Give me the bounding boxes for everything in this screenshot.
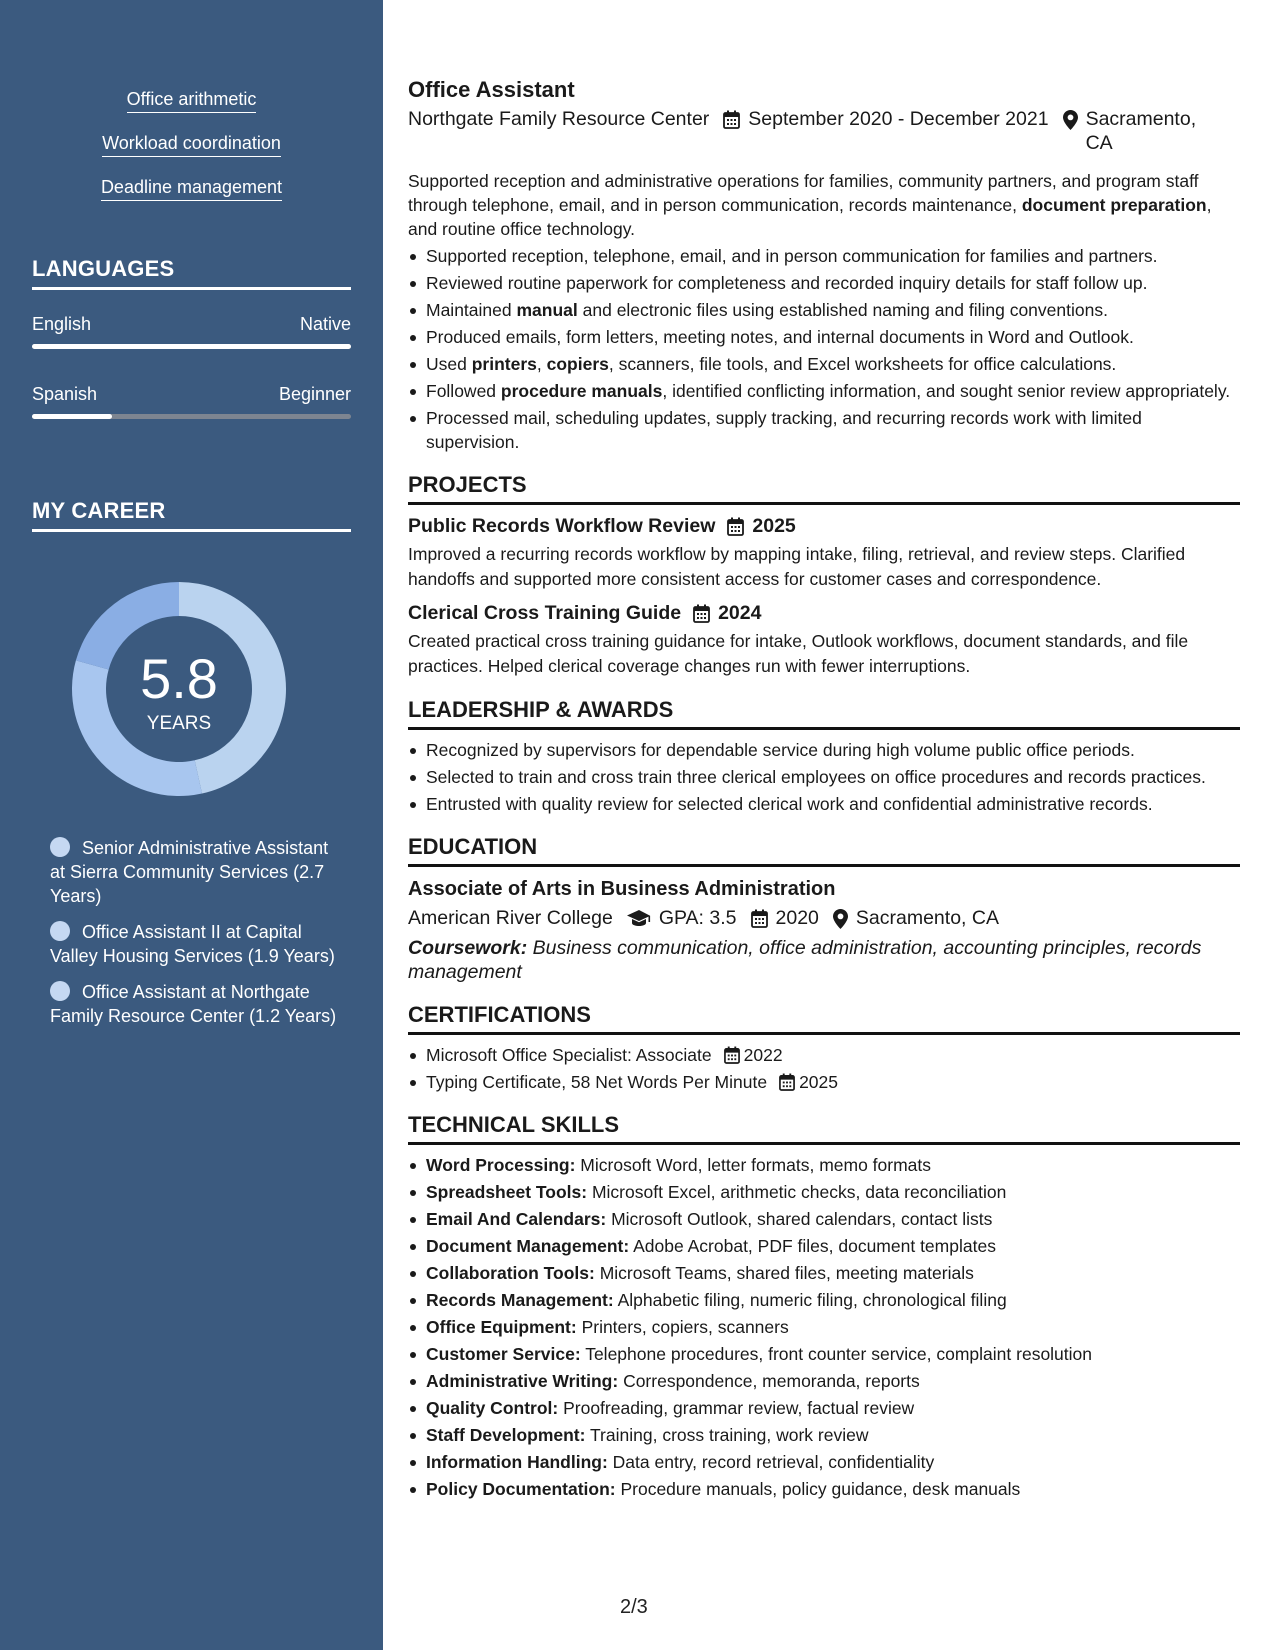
calendar-icon: [693, 604, 710, 623]
school-location: [833, 906, 999, 930]
job-dates: [723, 107, 1048, 131]
list-item: [408, 1315, 1240, 1339]
section-heading: EDUCATION: [408, 834, 1240, 867]
career-total: 5.8: [140, 647, 218, 710]
bullet-bold: copiers: [546, 354, 609, 374]
language-level: Native: [299, 314, 351, 334]
skill-values: Procedure manuals, policy guidance, desk manuals: [615, 1479, 1021, 1499]
bullet-text: , scanners, file tools, and Excel worksheets for office calculations.: [608, 354, 1117, 374]
languages-heading: LANGUAGES: [32, 256, 351, 290]
career-item-text: Senior Administrative Assistant at Sierra Community Services (2.7 Years): [50, 838, 329, 906]
bullet-text: and electronic files using established naming and filing conventions.: [577, 300, 1108, 320]
skill-links: [0, 88, 383, 220]
calendar-icon: [751, 909, 768, 928]
certification: [426, 1070, 1240, 1094]
skill-values: Microsoft Outlook, shared calendars, contact lists: [606, 1209, 993, 1229]
language-row: [32, 314, 351, 335]
list-item: [408, 1153, 1240, 1177]
list-item: [408, 1207, 1240, 1231]
list-item: [408, 379, 1240, 403]
certification-name: Typing Certificate, 58 Net Words Per Minute: [426, 1072, 768, 1092]
language-bar: [32, 344, 351, 349]
skill-link[interactable]: Deadline management: [101, 176, 282, 201]
experience-entry: [408, 76, 1240, 454]
job-meta: [408, 107, 1240, 155]
job-summary: [408, 169, 1240, 241]
skill-values: Microsoft Excel, arithmetic checks, data reconciliation: [587, 1182, 1007, 1202]
career-item-text: Office Assistant II at Capital Valley Housing Services (1.9 Years): [50, 922, 335, 966]
project-name: Clerical Cross Training Guide: [408, 602, 682, 624]
company-name: Northgate Family Resource Center: [408, 108, 710, 130]
summary-bold: document preparation: [1021, 195, 1207, 215]
coursework-text: Business communication, office administration, accounting principles, records management: [408, 937, 1202, 983]
skill-category: Office Equipment:: [426, 1317, 577, 1337]
list-item: Processed mail, scheduling updates, supply tracking, and recurring records work with limited supervision.: [408, 406, 1240, 454]
career-heading: MY CAREER: [32, 498, 351, 532]
career-list: [50, 836, 340, 1040]
graduation-cap-icon: [627, 909, 651, 927]
bullet-bold: procedure manuals: [500, 381, 663, 401]
language-level: Beginner: [278, 384, 351, 404]
certification-name: Microsoft Office Specialist: Associate: [426, 1045, 712, 1065]
skill-category: Word Processing:: [426, 1155, 576, 1175]
skill-values: Data entry, record retrieval, confidentiality: [607, 1452, 935, 1472]
summary-text: , and routine office technology.: [408, 195, 1212, 239]
list-item: Produced emails, form letters, meeting notes, and internal documents in Word and Outlook.: [408, 325, 1240, 349]
list-item: [408, 1450, 1240, 1474]
map-pin-icon: [833, 909, 848, 929]
skill-values: Alphabetic filing, numeric filing, chronological filing: [613, 1290, 1007, 1310]
skill-link[interactable]: Office arithmetic: [127, 88, 257, 113]
bullet-text: Used: [426, 354, 472, 374]
leadership-section: [408, 697, 1240, 816]
leadership-list: [408, 738, 1240, 816]
page-number: 2/3: [620, 1596, 648, 1618]
graduation-year-text: 2020: [775, 907, 819, 929]
skill-category: Collaboration Tools:: [426, 1263, 595, 1283]
calendar-icon: [724, 1046, 740, 1064]
skill-category: Records Management:: [426, 1290, 614, 1310]
section-heading: PROJECTS: [408, 472, 1240, 505]
school-location-text: Sacramento, CA: [855, 907, 999, 929]
list-item: [408, 1234, 1240, 1258]
job-dates-text: September 2020 - December 2021: [748, 108, 1049, 130]
graduation-year: [751, 906, 819, 930]
skill-values: Correspondence, memoranda, reports: [618, 1371, 920, 1391]
career-dot-icon: [50, 981, 70, 1001]
calendar-icon: [723, 110, 740, 129]
skill-values: Telephone procedures, front counter service, complaint resolution: [580, 1344, 1093, 1364]
certifications-section: [408, 1002, 1240, 1094]
bullet-text: ,: [536, 354, 547, 374]
list-item: Recognized by supervisors for dependable service during high volume public office periods.: [408, 738, 1240, 762]
skill-values: Training, cross training, work review: [585, 1425, 869, 1445]
school-name: American River College: [408, 907, 613, 929]
skill-category: Information Handling:: [426, 1452, 608, 1472]
project-title: [408, 513, 1240, 539]
language-bar: [32, 414, 351, 419]
skill-values: Adobe Acrobat, PDF files, document templates: [629, 1236, 996, 1256]
job-title: Office Assistant: [408, 77, 575, 102]
skill-category: Email And Calendars:: [426, 1209, 607, 1229]
list-item: [408, 1070, 1240, 1094]
list-item: [408, 1369, 1240, 1393]
career-item: [50, 836, 340, 908]
list-item: [408, 1342, 1240, 1366]
skill-values: Proofreading, grammar review, factual review: [558, 1398, 915, 1418]
job-location-text: Sacramento, CA: [1085, 108, 1197, 154]
bullet-text: Followed: [426, 381, 501, 401]
project-title: [408, 600, 1240, 626]
section-heading: LEADERSHIP & AWARDS: [408, 697, 1240, 730]
skill-category: Spreadsheet Tools:: [426, 1182, 588, 1202]
skill-values: Microsoft Word, letter formats, memo formats: [575, 1155, 932, 1175]
skill-category: Policy Documentation:: [426, 1479, 616, 1499]
bullet-bold: manual: [516, 300, 578, 320]
bullet-text: , identified conflicting information, and sought senior review appropriately.: [662, 381, 1231, 401]
certification: [426, 1043, 1240, 1067]
section-heading: CERTIFICATIONS: [408, 1002, 1240, 1035]
project-description: Improved a recurring records workflow by mapping intake, filing, retrieval, and review steps. Clarified handoffs and supported more consistent access for customer cases and correspondence.: [408, 544, 1186, 589]
education-meta: [408, 906, 1240, 930]
language-name: Spanish: [32, 384, 98, 404]
skill-link[interactable]: Workload coordination: [102, 132, 281, 157]
language-bar-fill: [32, 344, 351, 349]
projects-section: [408, 472, 1240, 679]
bullet-bold: printers: [471, 354, 537, 374]
language-bar-fill: [32, 414, 112, 419]
school: [408, 906, 613, 930]
list-item: [408, 298, 1240, 322]
career-item: [50, 980, 340, 1028]
technical-skills-section: [408, 1112, 1240, 1501]
language-name: English: [32, 314, 92, 334]
list-item: [408, 1288, 1240, 1312]
skill-category: Administrative Writing:: [426, 1371, 619, 1391]
certifications-list: [408, 1043, 1240, 1094]
section-heading: TECHNICAL SKILLS: [408, 1112, 1240, 1145]
summary-text: Supported reception and administrative operations for families, community partners, and program staff through telephone, email, and in person communication, records maintenance,: [408, 171, 1199, 215]
coursework-label: Coursework:: [408, 937, 528, 959]
project-description: Created practical cross training guidance for intake, Outlook workflows, document standards, and file practices. Helped clerical coverage changes run with fewer interruptions.: [408, 631, 1189, 676]
skill-category: Document Management:: [426, 1236, 630, 1256]
career-item-text: Office Assistant at Northgate Family Resource Center (1.2 Years): [50, 982, 337, 1026]
skill-category: Staff Development:: [426, 1425, 586, 1445]
career-donut-chart: [66, 576, 292, 802]
list-item: [408, 1396, 1240, 1420]
job-location: [1063, 107, 1213, 155]
list-item: [408, 1180, 1240, 1204]
list-item: [408, 1423, 1240, 1447]
sidebar: [0, 0, 383, 1650]
gpa: [627, 906, 737, 930]
career-dot-icon: [50, 921, 70, 941]
calendar-icon: [727, 517, 744, 536]
skill-category: Customer Service:: [426, 1344, 581, 1364]
skill-values: Printers, copiers, scanners: [576, 1317, 789, 1337]
career-dot-icon: [50, 837, 70, 857]
list-item: Entrusted with quality review for selected clerical work and confidential administrative records.: [408, 792, 1240, 816]
project-year: 2025: [752, 515, 796, 537]
career-unit: YEARS: [146, 713, 212, 734]
education-section: [408, 834, 1240, 984]
degree-title: Associate of Arts in Business Administration: [408, 878, 836, 900]
coursework: [408, 936, 1240, 984]
language-row: [32, 384, 351, 405]
gpa-text: GPA: 3.5: [658, 907, 737, 929]
project-name: Public Records Workflow Review: [408, 515, 716, 537]
list-item: [408, 1477, 1240, 1501]
list-item: [408, 1261, 1240, 1285]
certification-year: 2022: [743, 1045, 783, 1065]
company: [408, 107, 709, 131]
list-item: Supported reception, telephone, email, and in person communication for families and partners.: [408, 244, 1240, 268]
technical-skills-list: [408, 1153, 1240, 1501]
list-item: [408, 1043, 1240, 1067]
skill-values: Microsoft Teams, shared files, meeting materials: [594, 1263, 974, 1283]
list-item: Selected to train and cross train three clerical employees on office procedures and records practices.: [408, 765, 1240, 789]
list-item: [408, 352, 1240, 376]
project-year: 2024: [718, 602, 762, 624]
main-content: [408, 76, 1240, 1504]
bullet-text: Maintained: [426, 300, 517, 320]
map-pin-icon: [1063, 110, 1078, 130]
calendar-icon: [779, 1073, 795, 1091]
job-bullets: [408, 244, 1240, 454]
career-item: [50, 920, 340, 968]
certification-year: 2025: [799, 1072, 839, 1092]
list-item: Reviewed routine paperwork for completeness and recorded inquiry details for staff follow up.: [408, 271, 1240, 295]
skill-category: Quality Control:: [426, 1398, 559, 1418]
